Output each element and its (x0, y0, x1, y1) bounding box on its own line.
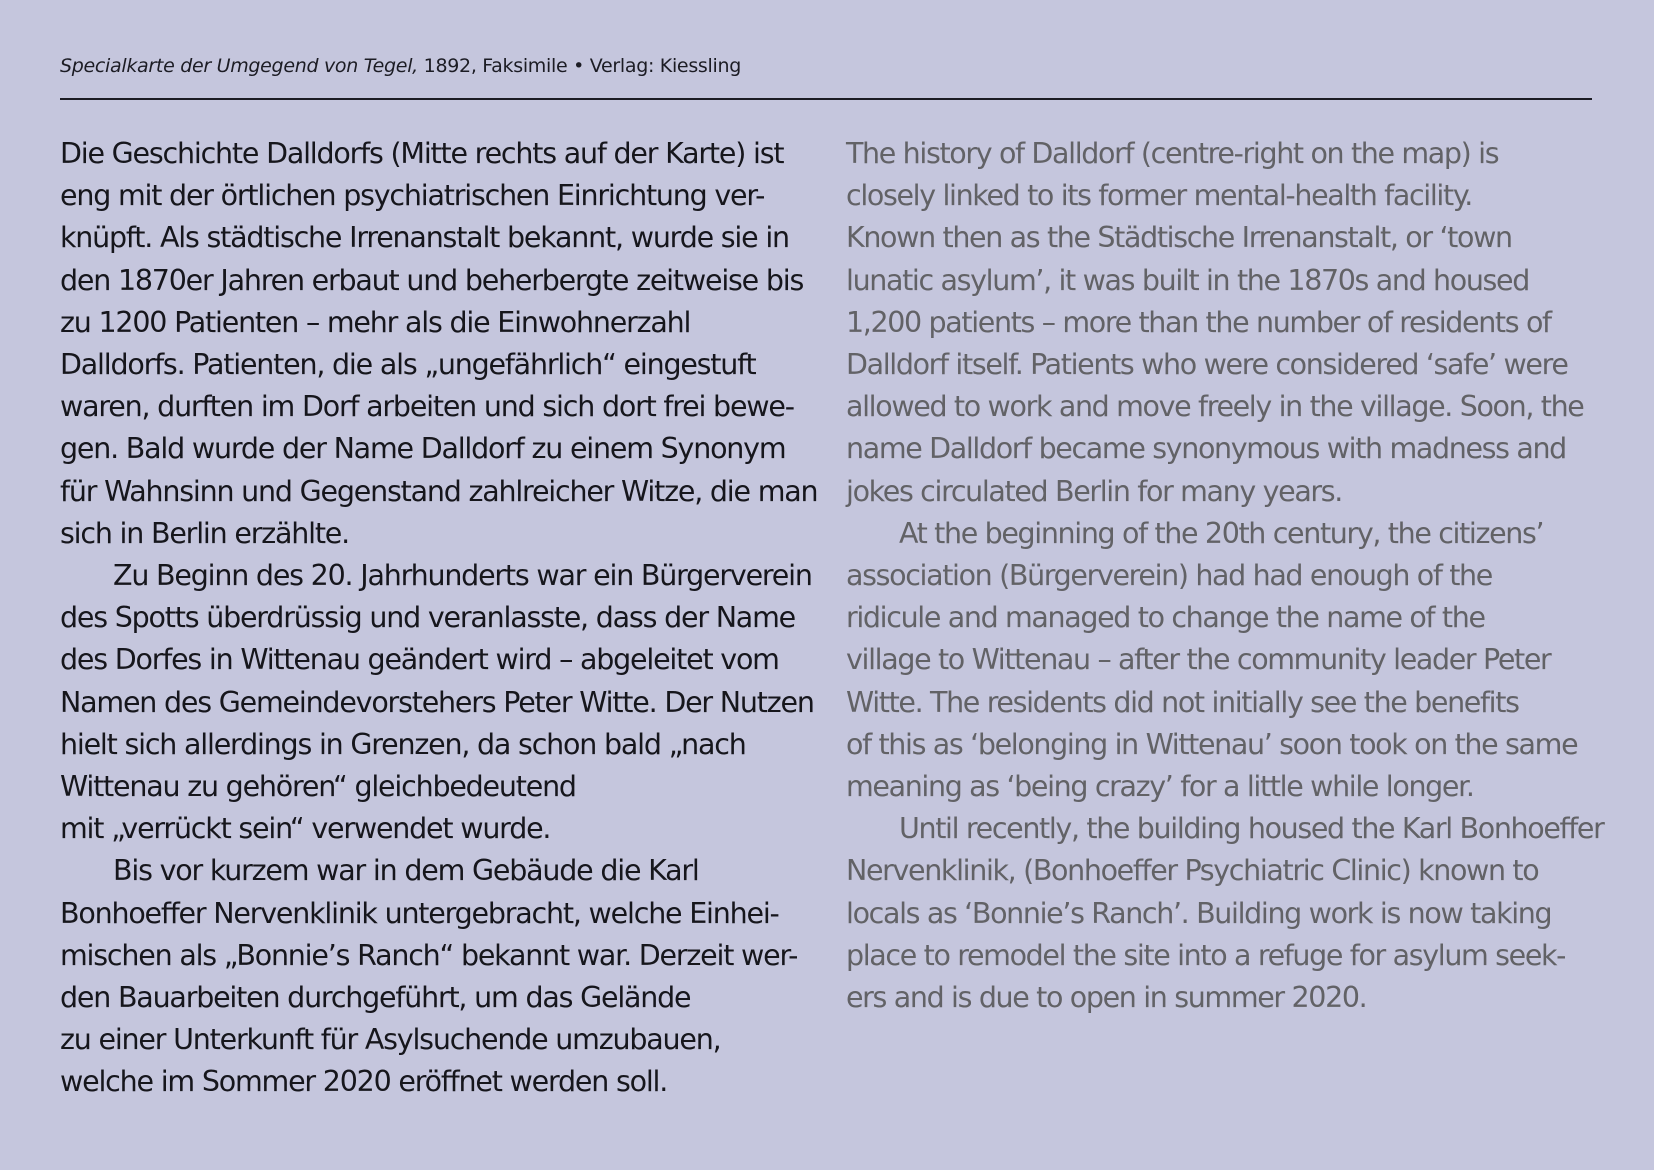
german-paragraph-1: Die Geschichte Dalldorfs (Mitte rechts auf der Karte) ist eng mit der örtlichen psychiatrischen Einrichtung ver- knüpft. Als städtische Irrenanstalt bekannt, wurde sie in den 1870er Jahren erbaut und beherbergte zeitweise bis zu 1200 Patienten – mehr als die Einwohnerzahl Dalldorfs. Patienten, die als „ungefährlich“ eingestuft waren, durften im Dorf arbeiten und sich dort frei bewe- gen. Bald wurde der Name Dalldorf zu einem Synonym für Wahnsinn und Gegenstand zahlreicher Witze, die man sich in Berlin erzählte. (60, 137, 818, 550)
map-caption (60, 55, 1592, 77)
german-text-column (60, 133, 820, 1104)
german-paragraph-3: Bis vor kurzem war in dem Gebäude die Karl Bonhoeffer Nervenklinik untergebracht, welche Einhei- mischen als „Bonnie’s Ranch“ bekannt war. Derzeit wer- den Bauarbeiten durchgeführt, um das Gelände zu einer Unterkunft für Asylsuchende umzubauen, welche im Sommer 2020 eröffnet werden soll. (60, 854, 798, 1099)
header-divider (60, 98, 1592, 100)
english-paragraph-2: At the beginning of the 20th century, the citizens’ association (Bürgerverein) had had enough of the ridicule and managed to change the name of the village to Wittenau – after the community leader Peter Witte. The residents did not initially see the benefits of this as ‘belonging in Wittenau’ soon took on the same meaning as ‘being crazy’ for a little while longer. (846, 516, 1578, 804)
german-paragraph-2: Zu Beginn des 20. Jahrhunderts war ein Bürgerverein des Spotts überdrüssig und veranlasste, dass der Name des Dorfes in Wittenau geändert wird – abgeleitet vom Namen des Gemeindevorstehers Peter Witte. Der Nutzen hielt sich allerdings in Grenzen, da schon bald „nach Wittenau zu gehören“ gleichbedeutend mit „verrückt sein“ verwendet wurde. (60, 559, 814, 846)
map-details: 1892, Faksimile • Verlag: Kiessling (417, 55, 741, 77)
english-paragraph-1: The history of Dalldorf (centre-right on the map) is closely linked to its former mental-health facility. Known then as the Städtische Irrenanstalt, or ‘town lunatic asylum’, it was built in the 1870s and housed 1,200 patients – more than the number of residents of Dalldorf itself. Patients who were considered ‘safe’ were allowed to work and move freely in the village. Soon, the name Dalldorf became synonymous with madness and jokes circulated Berlin for many years. (846, 137, 1584, 508)
map-title: Specialkarte der Umgegend von Tegel, (60, 55, 418, 77)
english-text-column (846, 133, 1606, 1019)
english-paragraph-3: Until recently, the building housed the Karl Bonhoeffer Nervenklinik, (Bonhoeffer Psychiatric Clinic) known to locals as ‘Bonnie’s Ranch’. Building work is now taking place to remodel the site into a refuge for asylum seek- ers and is due to open in summer 2020. (846, 812, 1604, 1015)
